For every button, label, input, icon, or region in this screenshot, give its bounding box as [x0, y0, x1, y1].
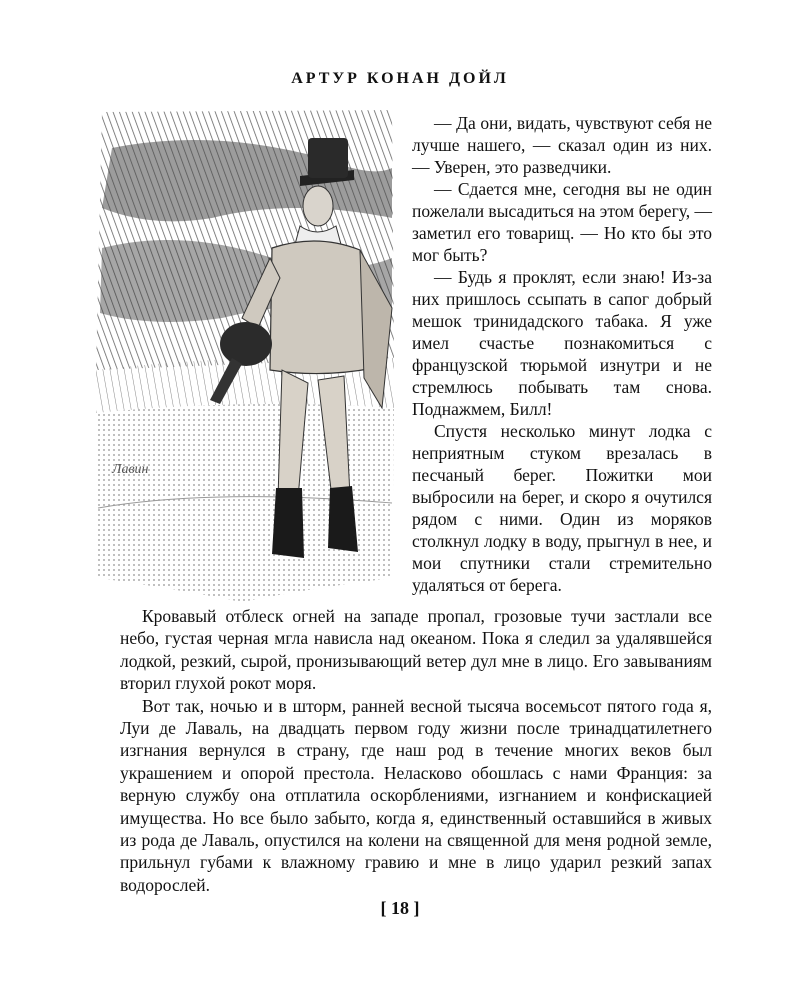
full-width-text	[120, 605, 712, 896]
paragraph: Вот так, ночью и в шторм, ранней весной тысяча восемьсот пятого года я, Луи де Лаваль, на двадцать первом году жизни после тринадцатилетнего изгнания вернулся в страну, где наш род в течение многих веков был украшением и опорой престола. Неласково обошлась с нами Франция: за верную службу она отплатила оскорблениями, изгнанием и конфискацией имущества. Но все было забыто, когда я, единственный оставшийся в живых из рода де Лаваль, опустился на колени на священной для меня родной земле, прильнул губами к влажному гравию и мне в лицо ударил резкий запах водорослей.	[120, 695, 712, 895]
paragraph: Кровавый отблеск огней на западе пропал, грозовые тучи застлали все небо, густая черная мгла нависла над океаном. Пока я следил за удалявшейся лодкой, резкий, сырой, пронизывающий ветер дул мне в лицо. Его завываниям вторил глухой рокот моря.	[120, 606, 712, 694]
side-column-text	[412, 112, 712, 596]
paragraph: Спустя несколько минут лодка с неприятным стуком врезалась в песчаный берег. Пожитки мои выбросили на берег, и скоро я очутился рядом с ними. Один из моряков столкнул лодку в воду, прыгнул в нее, и мои спутники стали стремительно удаляться от берега.	[412, 421, 712, 595]
engraving-illustration	[92, 108, 396, 602]
paragraph: — Сдается мне, сегодня вы не один пожелали высадиться на этом берегу, — заметил его товарищ. — Но кто бы это мог быть?	[412, 179, 712, 265]
artist-signature: Лавин	[112, 462, 149, 477]
page-number: [ 18 ]	[380, 898, 420, 918]
running-header: АРТУР КОНАН ДОЙЛ	[291, 70, 509, 87]
paragraph: — Будь я проклят, если знаю! Из-за них пришлось ссыпать в сапог добрый мешок тринидадского табака. Я уже имел счастье познакомиться с французской тюрьмой изнутри и не стремлюсь побывать там снова. Поднажмем, Билл!	[412, 267, 712, 419]
man-on-shore-engraving	[92, 108, 396, 602]
paragraph: — Да они, видать, чувствуют себя не лучше нашего, — сказал один из них. — Уверен, это разведчики.	[412, 113, 712, 177]
